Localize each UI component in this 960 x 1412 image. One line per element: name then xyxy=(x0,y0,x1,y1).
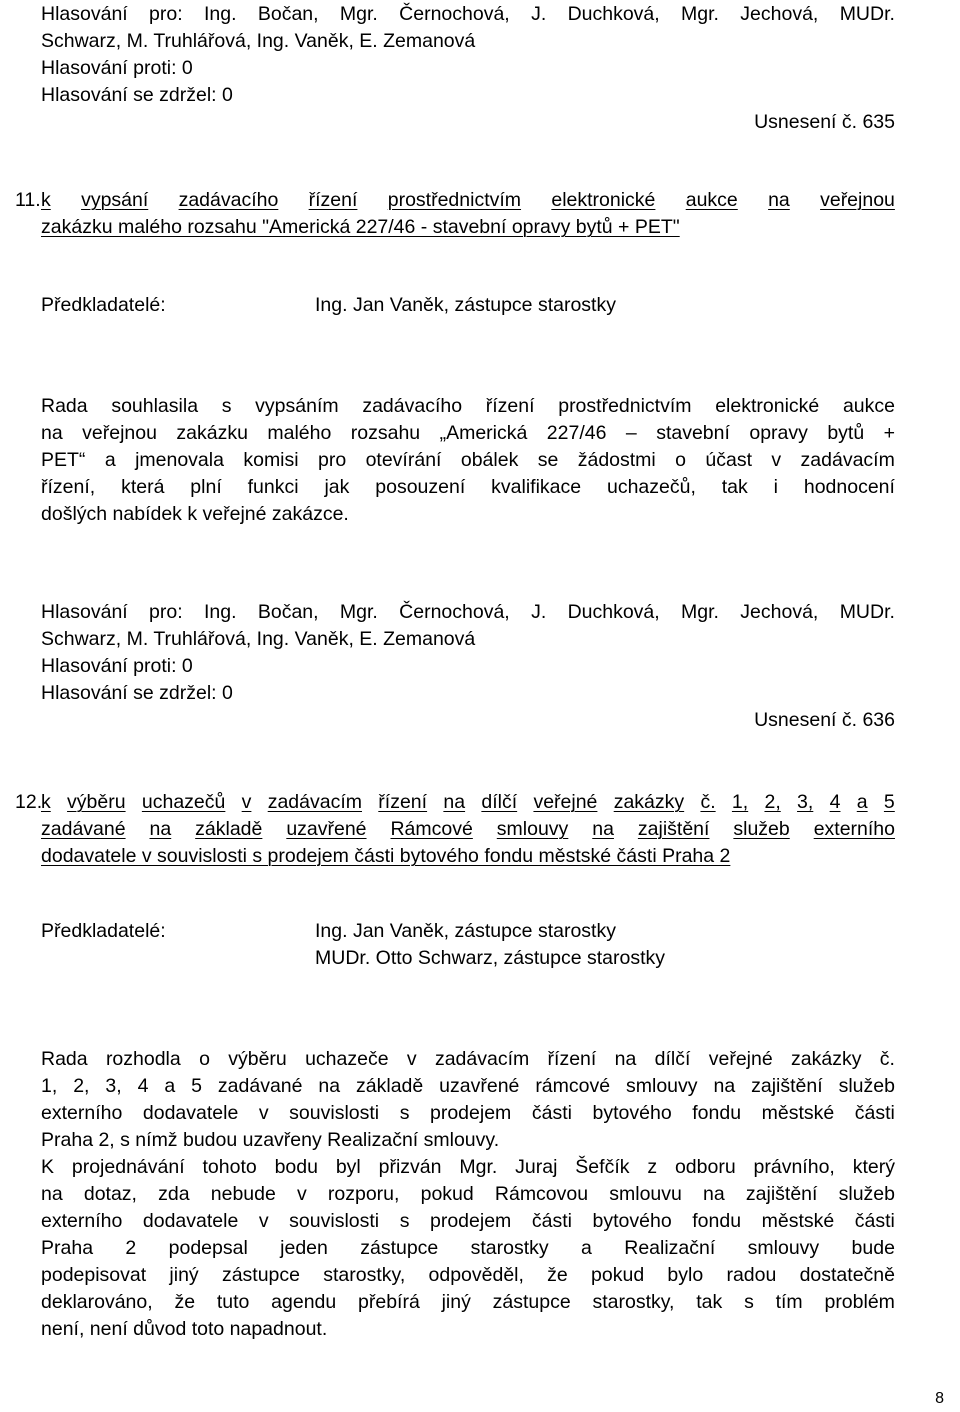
item12-body-line6: na dotaz, zda nebude v rozporu, pokud Rámcovou smlouvu na zajištění služeb xyxy=(41,1183,895,1205)
top-votes-proti: Hlasování proti: 0 xyxy=(41,57,193,79)
top-votes-pro-line2: Schwarz, M. Truhlářová, Ing. Vaněk, E. Zemanová xyxy=(41,30,476,52)
item12-body-line3: externího dodavatele v souvislosti s prodejem části bytového fondu městské části xyxy=(41,1102,895,1124)
item12-body-line8: Praha 2 podepsal jeden zástupce starostky a Realizační smlouvy bude xyxy=(41,1237,895,1259)
item11-body-line3: PET“ a jmenovala komisi pro otevírání obálek se žádostmi o účast v zadávacím xyxy=(41,449,895,471)
item11-body-line4: řízení, která plní funkci jak posouzení kvalifikace uchazečů, tak i hodnocení xyxy=(41,476,895,498)
item12-body-line4: Praha 2, s nímž budou uzavřeny Realizační smlouvy. xyxy=(41,1129,500,1151)
item12-body-line7: externího dodavatele v souvislosti s prodejem části bytového fondu městské části xyxy=(41,1210,895,1232)
item12-number: 12. xyxy=(15,791,43,813)
item12-body-line10: deklarováno, že tuto agendu přebírá jiný zástupce starostky, tak s tím problém xyxy=(41,1291,895,1313)
item12-body-line2: 1, 2, 3, 4 a 5 zadávané na základě uzavřené rámcové smlouvy na zajištění služeb xyxy=(41,1075,895,1097)
item12-body-line1: Rada rozhodla o výběru uchazeče v zadávacím řízení na dílčí veřejné zakázky č. xyxy=(41,1048,895,1070)
item11-body-line5: došlých nabídek k veřejné zakázce. xyxy=(41,503,349,525)
resolution-635: Usnesení č. 635 xyxy=(754,111,895,133)
top-votes-pro-line1: Hlasování pro: Ing. Bočan, Mgr. Černochová, J. Duchková, Mgr. Jechová, MUDr. xyxy=(41,3,895,25)
item12-title-line3: dodavatele v souvislosti s prodejem části bytového fondu městské části Praha 2 xyxy=(41,845,731,867)
item11-votes-proti: Hlasování proti: 0 xyxy=(41,655,193,677)
item12-submitter1: Ing. Jan Vaněk, zástupce starostky xyxy=(315,920,616,942)
item11-submitter1: Ing. Jan Vaněk, zástupce starostky xyxy=(315,294,616,316)
item11-votes-zdrzel: Hlasování se zdržel: 0 xyxy=(41,682,233,704)
resolution-636: Usnesení č. 636 xyxy=(754,709,895,731)
item12-submitter2: MUDr. Otto Schwarz, zástupce starostky xyxy=(315,947,666,969)
item11-number: 11. xyxy=(15,189,41,211)
item11-body-line2: na veřejnou zakázku malého rozsahu „Americká 227/46 – stavební opravy bytů + xyxy=(41,422,895,444)
item12-title-line2: zadávané na základě uzavřené Rámcové smlouvy na zajištění služeb externího xyxy=(41,818,895,840)
item12-submitters-label: Předkladatelé: xyxy=(41,920,166,942)
item11-votes-pro-line2: Schwarz, M. Truhlářová, Ing. Vaněk, E. Zemanová xyxy=(41,628,476,650)
item12-title-line1: k výběru uchazečů v zadávacím řízení na dílčí veřejné zakázky č. 1, 2, 3, 4 a 5 xyxy=(41,791,895,813)
item11-title-line1: k vypsání zadávacího řízení prostřednictvím elektronické aukce na veřejnou xyxy=(41,189,895,211)
page-number: 8 xyxy=(935,1390,944,1407)
item12-body-line11: není, není důvod toto napadnout. xyxy=(41,1318,328,1340)
item11-title-line2: zakázku malého rozsahu "Americká 227/46 - stavební opravy bytů + PET" xyxy=(41,216,680,238)
item11-votes-pro-line1: Hlasování pro: Ing. Bočan, Mgr. Černochová, J. Duchková, Mgr. Jechová, MUDr. xyxy=(41,601,895,623)
item11-body-line1: Rada souhlasila s vypsáním zadávacího řízení prostřednictvím elektronické aukce xyxy=(41,395,895,417)
item11-submitters-label: Předkladatelé: xyxy=(41,294,166,316)
item12-body-line9: podepisovat jiný zástupce starostky, odpověděl, že pokud bylo radou dostatečně xyxy=(41,1264,895,1286)
top-votes-zdrzel: Hlasování se zdržel: 0 xyxy=(41,84,233,106)
item12-body-line5: K projednávání tohoto bodu byl přizván Mgr. Juraj Šefčík z odboru právního, který xyxy=(41,1156,895,1178)
